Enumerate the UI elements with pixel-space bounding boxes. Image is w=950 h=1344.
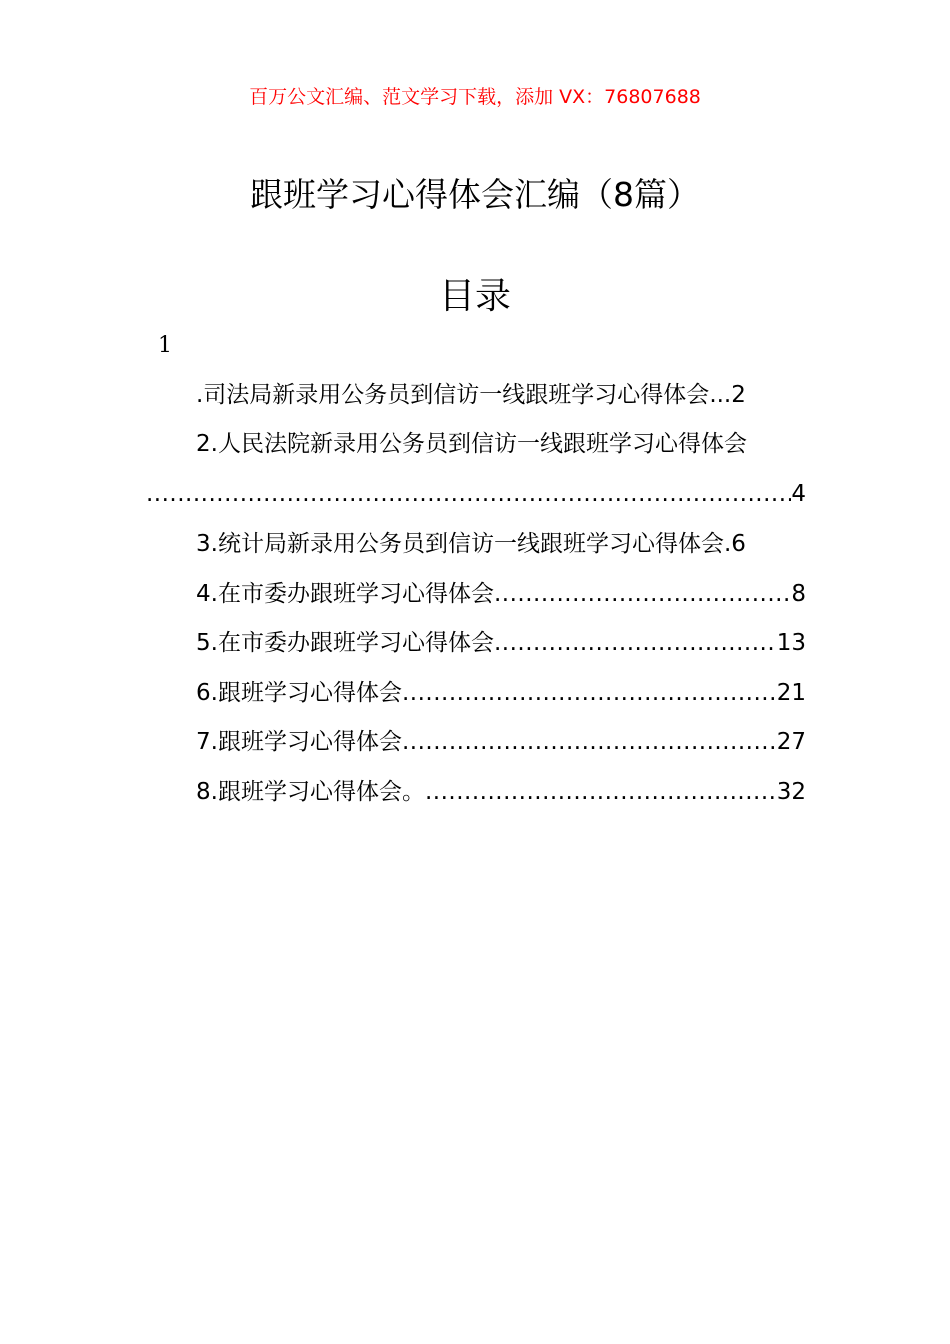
footnote-number: 1	[158, 333, 172, 358]
toc-entry-page: 21	[776, 680, 806, 706]
toc-entry-leader	[494, 626, 777, 660]
toc-entry-label: 7.跟班学习心得体会	[196, 729, 402, 755]
toc-entry-page: 32	[776, 779, 806, 805]
toc-entry-leader: ...	[709, 382, 732, 408]
toc-entry-leader	[402, 725, 777, 759]
toc-entry[interactable]	[196, 725, 806, 759]
toc-entry-page: 27	[776, 729, 806, 755]
toc-entry-label: 6.跟班学习心得体会	[196, 680, 402, 706]
toc-entry-page: 2	[731, 382, 746, 408]
toc-entry[interactable]	[196, 626, 806, 660]
toc-entry-page: 6	[731, 531, 746, 557]
promo-banner: 百万公文汇编、范文学习下载，添加 VX：76807688	[249, 86, 701, 108]
toc-entry-label: 3.统计局新录用公务员到信访一线跟班学习心得体会.	[196, 531, 732, 557]
toc-entry[interactable]	[196, 527, 806, 561]
toc-entry[interactable]	[196, 427, 806, 461]
toc-entry-label: .司法局新录用公务员到信访一线跟班学习心得体会	[196, 382, 710, 408]
toc-entry-label: 5.在市委办跟班学习心得体会	[196, 630, 494, 656]
toc-entry[interactable]	[196, 378, 806, 412]
toc-entry-continuation[interactable]	[146, 477, 806, 511]
document-title: 跟班学习心得体会汇编（8篇）	[250, 175, 700, 214]
toc-entry-page: 8	[791, 581, 806, 607]
toc-entry-leader	[146, 477, 791, 511]
toc-entry-page: 4	[791, 481, 806, 507]
toc-heading: 目录	[438, 276, 511, 317]
toc-entry-leader	[402, 676, 777, 710]
toc-entry-label: 4.在市委办跟班学习心得体会	[196, 581, 494, 607]
toc-entry-label: 2.人民法院新录用公务员到信访一线跟班学习心得体会	[196, 431, 747, 457]
toc-entry[interactable]	[196, 775, 806, 809]
toc-entry-leader	[425, 775, 777, 809]
toc-entry-page: 13	[776, 630, 806, 656]
toc-entry[interactable]	[196, 577, 806, 611]
toc-entry-leader	[494, 577, 791, 611]
toc-entry-label: 8.跟班学习心得体会。	[196, 779, 425, 805]
toc-entry[interactable]	[196, 676, 806, 710]
